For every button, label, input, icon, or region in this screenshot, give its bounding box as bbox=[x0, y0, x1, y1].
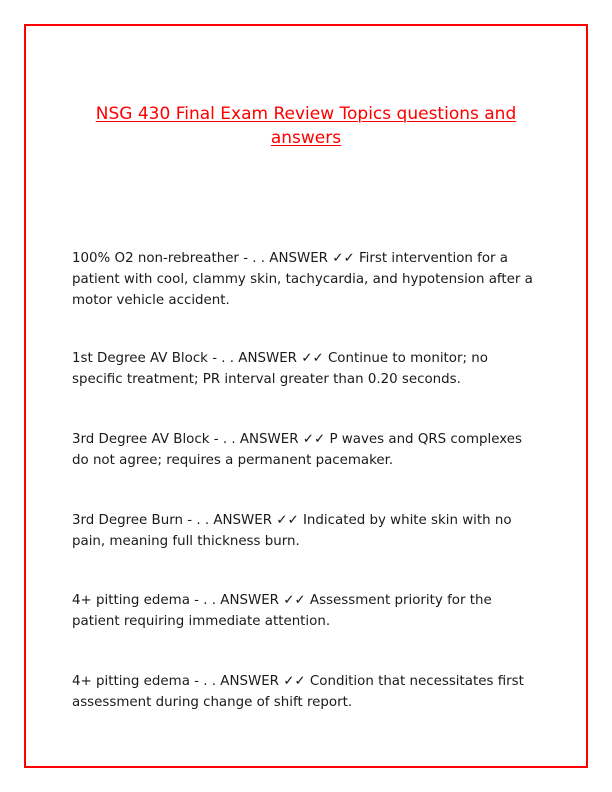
document-title: NSG 430 Final Exam Review Topics questions and answers bbox=[95, 104, 517, 148]
qa-entry-4: 3rd Degree Burn - . . ANSWER ✓✓ Indicated by white skin with no pain, meaning full thickness burn. bbox=[72, 513, 512, 549]
qa-entry-3: 3rd Degree AV Block - . . ANSWER ✓✓ P waves and QRS complexes do not agree; requires a permanent pacemaker. bbox=[72, 432, 522, 468]
qa-entry-2: 1st Degree AV Block - . . ANSWER ✓✓ Continue to monitor; no specific treatment; PR interval greater than 0.20 seconds. bbox=[72, 351, 488, 387]
qa-entry-1: 100% O2 non-rebreather - . . ANSWER ✓✓ First intervention for a patient with cool, clammy skin, tachycardia, and hypotension after a motor vehicle accident. bbox=[72, 251, 533, 308]
qa-entry-5: 4+ pitting edema - . . ANSWER ✓✓ Assessment priority for the patient requiring immediate attention. bbox=[72, 593, 492, 629]
qa-entry-6: 4+ pitting edema - . . ANSWER ✓✓ Condition that necessitates first assessment during change of shift report. bbox=[72, 674, 524, 710]
